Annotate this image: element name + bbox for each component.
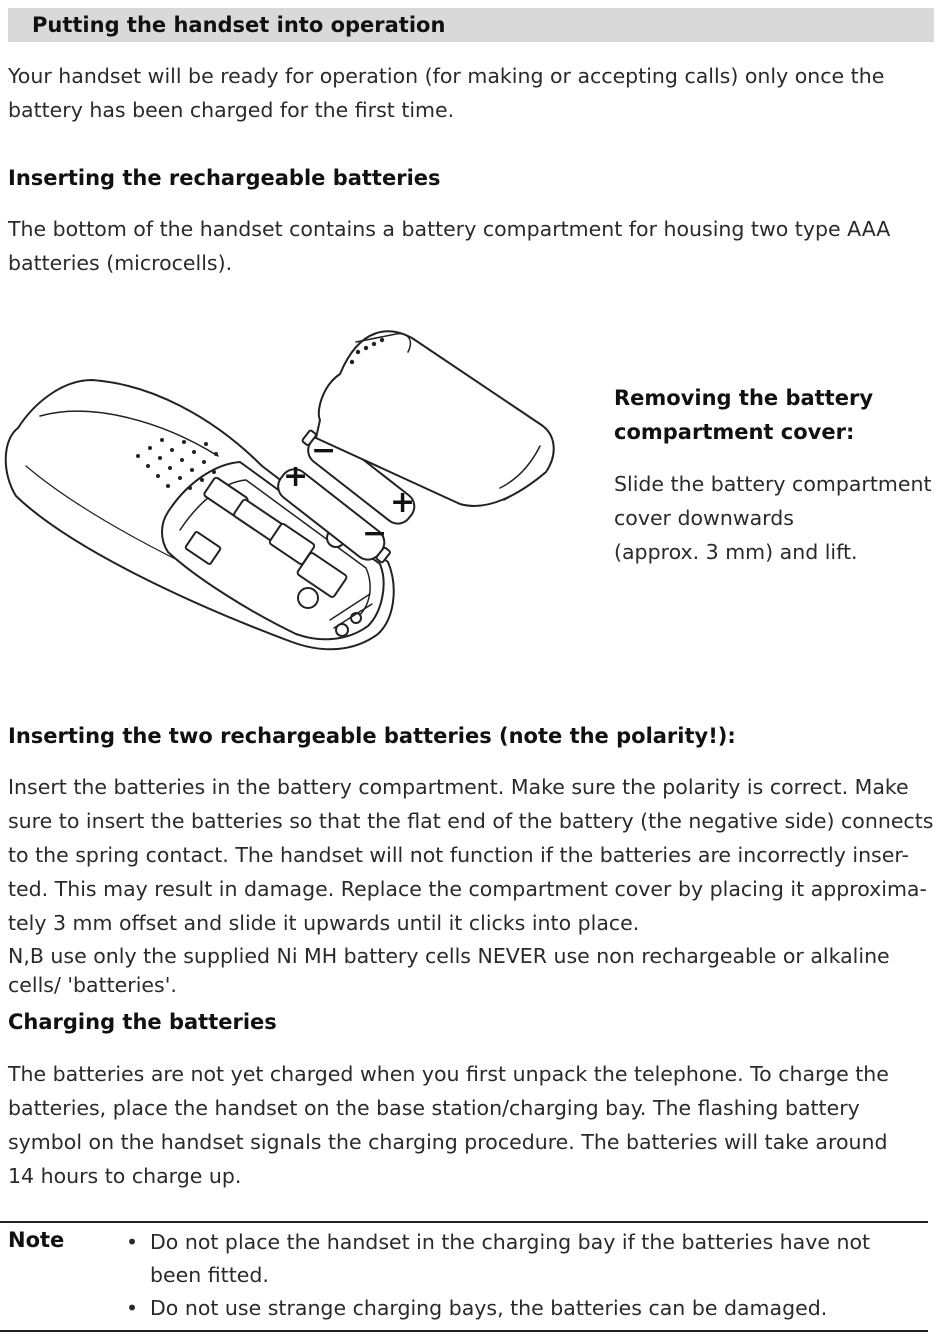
- inserting-line: The bottom of the handset contains a battery compartment for housing two type AAA: [8, 217, 891, 241]
- bullet-icon: •: [126, 1296, 139, 1320]
- removing-paragraph: [614, 467, 936, 569]
- nb-line: cells/ 'batteries'.: [8, 973, 177, 997]
- inserting-line: batteries (microcells).: [8, 251, 233, 275]
- removing-heading-line: Removing the battery: [614, 386, 874, 410]
- inserting-two-paragraph: [8, 770, 934, 940]
- section-title: Putting the handset into operation: [32, 13, 446, 37]
- nb-paragraph: [8, 942, 934, 1000]
- inserting-two-heading: Inserting the two rechargeable batteries (note the polarity!):: [8, 724, 736, 748]
- note-list: [126, 1226, 926, 1325]
- removing-line: Slide the battery compartment: [614, 472, 932, 496]
- handset-battery-illustration: [0, 316, 565, 662]
- removing-line: (approx. 3 mm) and lift.: [614, 540, 858, 564]
- removing-line: cover downwards: [614, 506, 794, 530]
- inserting-two-line: to the spring contact. The handset will not function if the batteries are incorrectly inser-: [8, 843, 909, 867]
- note-item-line: been fitted.: [150, 1263, 269, 1287]
- inserting-two-line: ted. This may result in damage. Replace the compartment cover by placing it approxima-: [8, 877, 927, 901]
- removing-heading: [614, 381, 934, 449]
- charging-heading: Charging the batteries: [8, 1010, 277, 1034]
- charging-line: The batteries are not yet charged when you first unpack the telephone. To charge the: [8, 1062, 889, 1086]
- section-title-bar: [8, 8, 934, 42]
- intro-paragraph: [8, 59, 934, 127]
- nb-line: N,B use only the supplied Ni MH battery cells NEVER use non rechargeable or alkaline: [8, 944, 890, 968]
- note-top-rule: [0, 1221, 928, 1223]
- minus-symbol-bottom: −: [362, 516, 388, 551]
- removing-heading-line: compartment cover:: [614, 420, 855, 444]
- note-label: Note: [8, 1228, 65, 1252]
- inserting-two-line: Insert the batteries in the battery compartment. Make sure the polarity is correct. Make: [8, 775, 909, 799]
- note-item-line: Do not place the handset in the charging bay if the batteries have not: [150, 1230, 871, 1254]
- note-item-line: Do not use strange charging bays, the batteries can be damaged.: [150, 1296, 828, 1320]
- intro-line: battery has been charged for the first time.: [8, 98, 455, 122]
- intro-line: Your handset will be ready for operation (for making or accepting calls) only once the: [8, 64, 885, 88]
- plus-symbol-left: +: [283, 459, 309, 494]
- bullet-icon: •: [126, 1230, 139, 1254]
- inserting-two-line: tely 3 mm offset and slide it upwards until it clicks into place.: [8, 911, 640, 935]
- charging-paragraph: [8, 1057, 934, 1193]
- charging-line: batteries, place the handset on the base station/charging bay. The flashing battery: [8, 1096, 860, 1120]
- note-item: [126, 1292, 926, 1325]
- inserting-two-line: sure to insert the batteries so that the flat end of the battery (the negative side) connects: [8, 809, 934, 833]
- note-bottom-rule: [0, 1330, 928, 1332]
- charging-line: 14 hours to charge up.: [8, 1164, 242, 1188]
- minus-symbol-top: −: [311, 433, 337, 468]
- inserting-heading: Inserting the rechargeable batteries: [8, 166, 441, 190]
- charging-line: symbol on the handset signals the charging procedure. The batteries will take around: [8, 1130, 888, 1154]
- plus-symbol-right: +: [390, 485, 416, 520]
- note-item: [126, 1226, 926, 1292]
- inserting-paragraph: [8, 212, 934, 280]
